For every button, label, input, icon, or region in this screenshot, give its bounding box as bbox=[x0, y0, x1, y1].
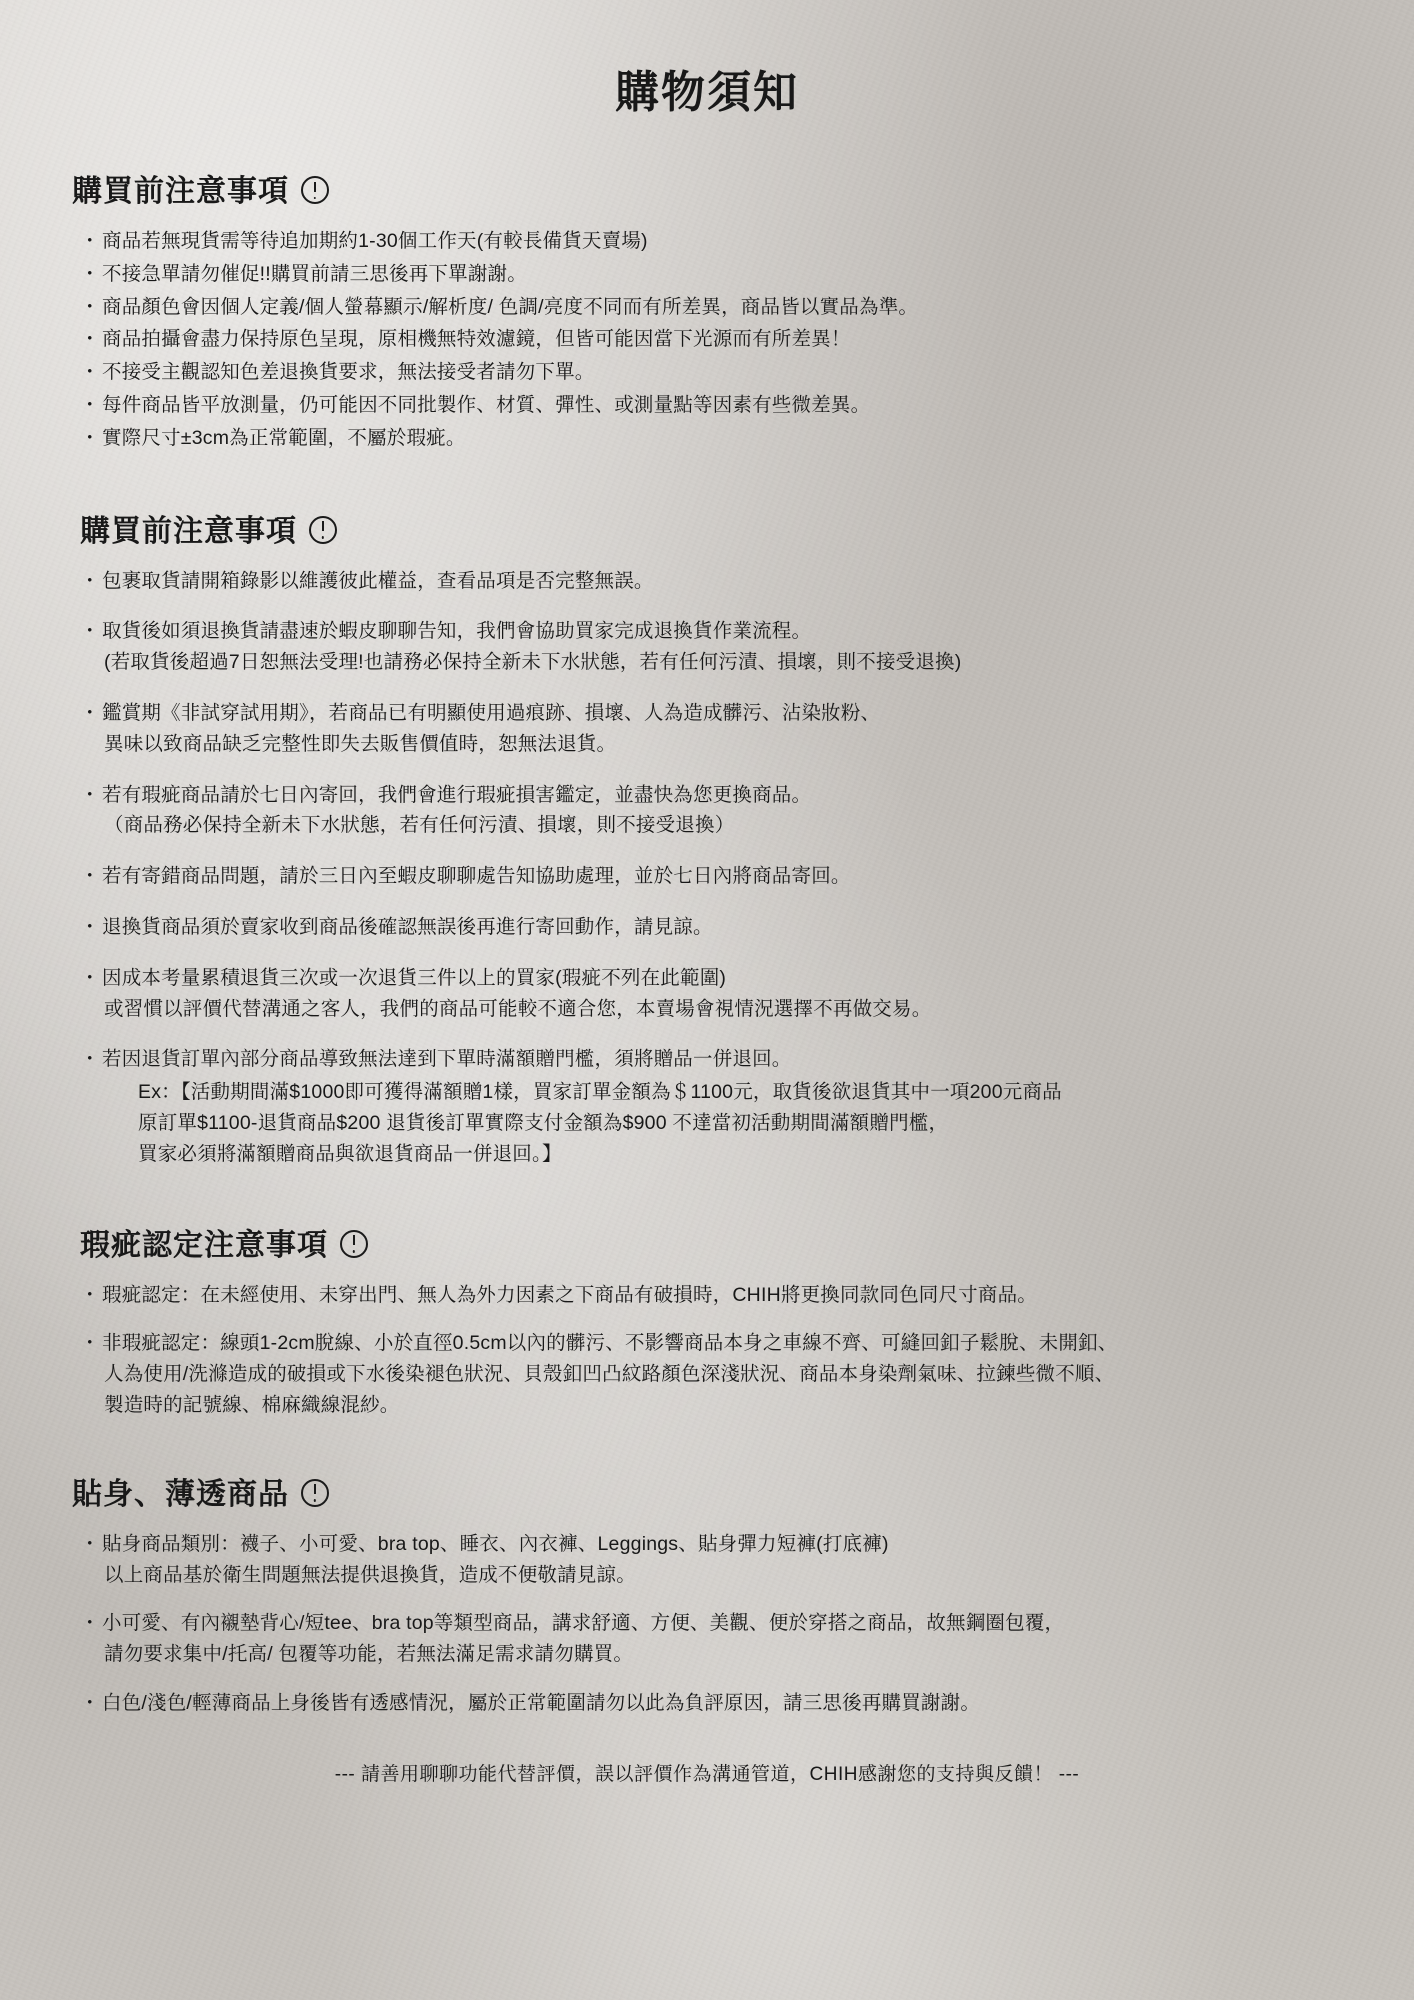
section-heading bbox=[72, 506, 1342, 550]
list-item-text: 商品拍攝會盡力保持原色呈現，原相機無特效濾鏡，但皆可能因當下光源而有所差異！ bbox=[102, 328, 851, 351]
list-item bbox=[82, 861, 1342, 892]
list-item-text: 取貨後如須退換貨請盡速於蝦皮聊聊告知，我們會協助買家完成退換貨作業流程。 bbox=[102, 620, 812, 643]
example-line: 買家必須將滿額贈商品與欲退貨商品一併退回。】 bbox=[138, 1142, 562, 1165]
example-block bbox=[102, 1077, 1342, 1169]
section-defect-criteria bbox=[72, 1220, 1342, 1421]
list-item bbox=[82, 780, 1342, 842]
list-item-text: 白色/淺色/輕薄商品上身後皆有透感情況，屬於正常範圍請勿以此為負評原因，請三思後再購買謝謝。 bbox=[102, 1691, 981, 1714]
list-item bbox=[82, 324, 1342, 355]
list-item bbox=[82, 698, 1342, 760]
list-item-text: 若有瑕疵商品請於七日內寄回，我們會進行瑕疵損害鑑定，並盡快為您更換商品。 bbox=[102, 783, 812, 806]
list-item-text: 實際尺寸±3cm為正常範圍，不屬於瑕疵。 bbox=[102, 426, 466, 449]
list-item bbox=[82, 390, 1342, 421]
spacer bbox=[72, 1190, 1342, 1220]
list-item bbox=[82, 423, 1342, 454]
bullet-list bbox=[72, 226, 1342, 454]
section-pre-purchase-notes-1 bbox=[72, 166, 1342, 454]
list-item bbox=[82, 1608, 1342, 1670]
section-heading-label: 瑕疵認定注意事項 bbox=[80, 1228, 328, 1262]
list-item-subtext: 製造時的記號線、棉麻織線混紗。 bbox=[104, 1393, 400, 1416]
exclamation-circle-icon bbox=[340, 1230, 368, 1258]
list-item bbox=[82, 566, 1342, 597]
list-item bbox=[82, 1688, 1342, 1719]
spacer bbox=[72, 1439, 1342, 1469]
list-item-text: 每件商品皆平放測量，仍可能因不同批製作、材質、彈性、或測量點等因素有些微差異。 bbox=[102, 393, 871, 416]
section-heading-label: 購買前注意事項 bbox=[72, 175, 289, 208]
example-line: 原訂單$1100-退貨商品$200 退貨後訂單實際支付金額為$900 不達當初活動期間滿額贈門檻， bbox=[138, 1111, 949, 1134]
list-item bbox=[82, 1044, 1342, 1169]
list-item-text: 小可愛、有內襯墊背心/短tee、bra top等類型商品，講求舒適、方便、美觀、便於穿搭之商品，故無鋼圈包覆， bbox=[102, 1612, 1065, 1635]
list-item bbox=[82, 1280, 1342, 1311]
bullet-list bbox=[72, 1529, 1342, 1719]
list-item bbox=[82, 616, 1342, 678]
list-item-text: 鑑賞期《非試穿試用期》，若商品已有明顯使用過痕跡、損壞、人為造成髒污、沾染妝粉、 bbox=[102, 701, 881, 724]
page-title: 購物須知 bbox=[615, 68, 799, 117]
list-item bbox=[82, 259, 1342, 290]
list-item bbox=[82, 357, 1342, 388]
bullet-list bbox=[72, 1280, 1342, 1421]
list-item-text: 商品顏色會因個人定義/個人螢幕顯示/解析度/ 色調/亮度不同而有所差異，商品皆以實品為準。 bbox=[102, 295, 919, 318]
list-item bbox=[82, 912, 1342, 943]
list-item-text: 商品若無現貨需等待追加期約1-30個工作天(有較長備貨天賣場) bbox=[102, 230, 648, 252]
section-heading-label: 貼身、薄透商品 bbox=[72, 1477, 289, 1511]
section-heading bbox=[72, 1220, 1342, 1264]
section-heading bbox=[72, 166, 1342, 210]
list-item bbox=[82, 1328, 1342, 1420]
section-intimate-sheer-items bbox=[72, 1469, 1342, 1719]
list-item-subtext: （商品務必保持全新未下水狀態，若有任何污漬、損壞，則不接受退換） bbox=[104, 814, 735, 837]
section-heading-label: 購買前注意事項 bbox=[80, 514, 297, 548]
spacer bbox=[72, 464, 1342, 506]
list-item-text: 貼身商品類別：襪子、小可愛、bra top、睡衣、內衣褲、Leggings、貼身彈力短褲(打底褲) bbox=[102, 1532, 889, 1555]
list-item-subtext: 以上商品基於衛生問題無法提供退換貨，造成不便敬請見諒。 bbox=[104, 1563, 636, 1586]
exclamation-circle-icon bbox=[309, 516, 337, 544]
list-item bbox=[82, 292, 1342, 323]
list-item-text: 因成本考量累積退貨三次或一次退貨三件以上的買家(瑕疵不列在此範圍) bbox=[102, 966, 727, 989]
list-item bbox=[82, 963, 1342, 1025]
list-item bbox=[82, 226, 1342, 257]
list-item-subtext: 或習慣以評價代替溝通之客人，我們的商品可能較不適合您，本賣場會視情況選擇不再做交易。 bbox=[104, 997, 932, 1020]
footer-note: --- 請善用聊聊功能代替評價，誤以評價作為溝通管道，CHIH感謝您的支持與反饋！ --- bbox=[334, 1763, 1080, 1785]
list-item-subtext: 請勿要求集中/托高/ 包覆等功能，若無法滿足需求請勿購買。 bbox=[104, 1643, 634, 1666]
example-line: Ex：【活動期間滿$1000即可獲得滿額贈1樣，買家訂單金額為＄1100元，取貨後欲退貨其中一項200元商品 bbox=[138, 1081, 1062, 1104]
section-heading bbox=[72, 1469, 1342, 1513]
list-item-text: 非瑕疵認定：線頭1-2cm脫線、小於直徑0.5cm以內的髒污、不影響商品本身之車線不齊、可縫回釦子鬆脫、未開釦、 bbox=[102, 1332, 1118, 1355]
section-pre-purchase-notes-2 bbox=[72, 506, 1342, 1170]
bullet-list bbox=[72, 566, 1342, 1170]
list-item-subtext: 異味以致商品缺乏完整性即失去販售價值時，恕無法退貨。 bbox=[104, 732, 617, 755]
list-item bbox=[82, 1529, 1342, 1591]
list-item-subtext: 人為使用/洗滌造成的破損或下水後染褪色狀況、貝殼釦凹凸紋路顏色深淺狀況、商品本身染劑氣味、拉鍊些微不順、 bbox=[104, 1363, 1115, 1386]
exclamation-circle-icon bbox=[301, 1479, 329, 1507]
list-item-text: 退換貨商品須於賣家收到商品後確認無誤後再進行寄回動作，請見諒。 bbox=[102, 915, 713, 938]
list-item-text: 不接急單請勿催促!!購買前請三思後再下單謝謝。 bbox=[102, 262, 527, 285]
list-item-subtext: (若取貨後超過7日恕無法受理!也請務必保持全新未下水狀態，若有任何污漬、損壞，則不接受退換) bbox=[104, 651, 962, 674]
list-item-text: 不接受主觀認知色差退換貨要求，無法接受者請勿下單。 bbox=[102, 361, 595, 384]
list-item-text: 若有寄錯商品問題，請於三日內至蝦皮聊聊處告知協助處理，並於七日內將商品寄回。 bbox=[102, 865, 851, 888]
exclamation-circle-icon bbox=[301, 176, 329, 204]
list-item-text: 若因退貨訂單內部分商品導致無法達到下單時滿額贈門檻，須將贈品一併退回。 bbox=[102, 1048, 792, 1071]
list-item-text: 瑕疵認定：在未經使用、未穿出門、無人為外力因素之下商品有破損時，CHIH將更換同款同色同尺寸商品。 bbox=[102, 1283, 1037, 1306]
list-item-text: 包裹取貨請開箱錄影以維護彼此權益，查看品項是否完整無誤。 bbox=[102, 569, 654, 592]
